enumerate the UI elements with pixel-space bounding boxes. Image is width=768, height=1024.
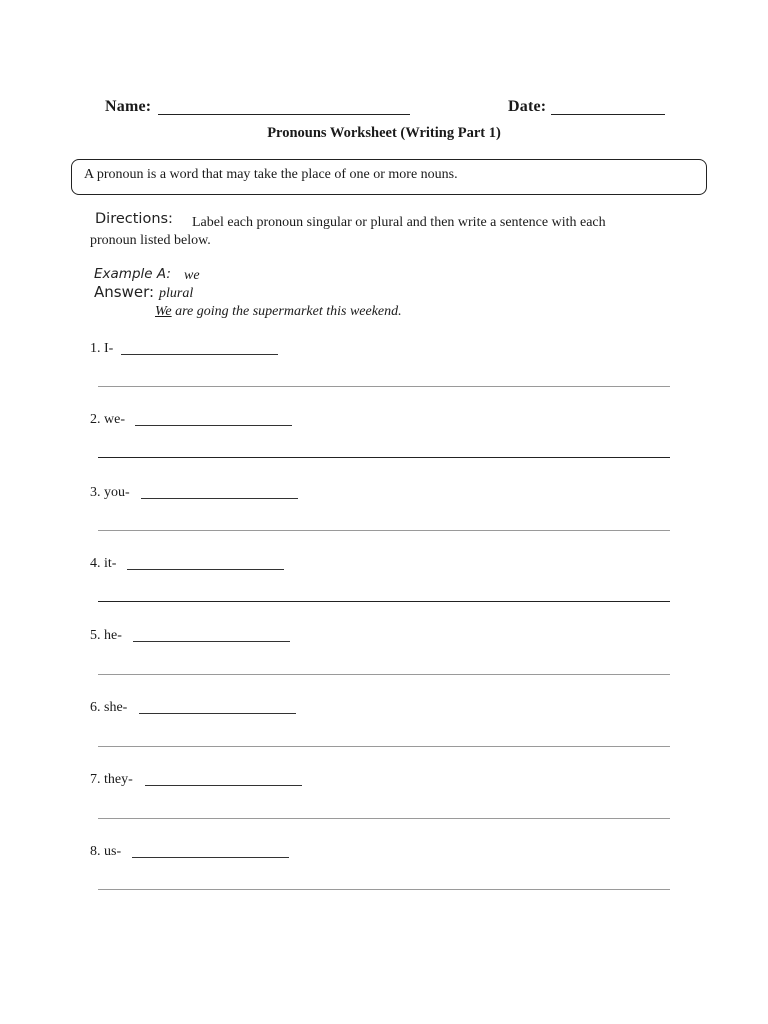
directions-label: Directions: <box>95 211 173 227</box>
answer-blank-7[interactable] <box>145 785 302 786</box>
page-title: Pronouns Worksheet (Writing Part 1) <box>267 125 501 141</box>
example-label: Example A: <box>94 266 171 282</box>
sentence-line-2[interactable] <box>98 457 670 458</box>
answer-blank-2[interactable] <box>135 425 292 426</box>
answer-blank-6[interactable] <box>139 713 296 714</box>
answer-value: plural <box>159 286 194 301</box>
item-label-4: 4. it- <box>90 556 117 571</box>
example-sentence-rest: are going the supermarket this weekend. <box>171 304 402 319</box>
answer-label: Answer: <box>94 283 155 301</box>
item-label-5: 5. he- <box>90 628 122 643</box>
definition-text: A pronoun is a word that may take the place of one or more nouns. <box>84 167 458 182</box>
example-sentence <box>155 304 402 320</box>
item-label-3: 3. you- <box>90 485 130 500</box>
date-field[interactable] <box>551 114 665 115</box>
name-field[interactable] <box>158 114 410 115</box>
sentence-line-5[interactable] <box>98 674 670 675</box>
directions-text-line1: Label each pronoun singular or plural and then write a sentence with each <box>192 215 606 230</box>
answer-blank-5[interactable] <box>133 641 290 642</box>
directions-text-line2: pronoun listed below. <box>90 233 211 248</box>
item-label-6: 6. she- <box>90 700 128 715</box>
sentence-line-8[interactable] <box>98 889 670 890</box>
sentence-line-6[interactable] <box>98 746 670 747</box>
answer-blank-4[interactable] <box>127 569 284 570</box>
example-sentence-pronoun: We <box>155 304 172 319</box>
item-label-1: 1. I- <box>90 341 114 356</box>
item-label-7: 7. they- <box>90 772 133 787</box>
example-word: we <box>184 268 200 283</box>
answer-blank-3[interactable] <box>141 498 298 499</box>
item-label-2: 2. we- <box>90 412 125 427</box>
sentence-line-4[interactable] <box>98 601 670 602</box>
answer-blank-1[interactable] <box>121 354 278 355</box>
sentence-line-7[interactable] <box>98 818 670 819</box>
name-label: Name: <box>105 98 152 115</box>
date-label: Date: <box>508 98 547 115</box>
sentence-line-3[interactable] <box>98 530 670 531</box>
item-label-8: 8. us- <box>90 844 122 859</box>
sentence-line-1[interactable] <box>98 386 670 387</box>
answer-blank-8[interactable] <box>132 857 289 858</box>
